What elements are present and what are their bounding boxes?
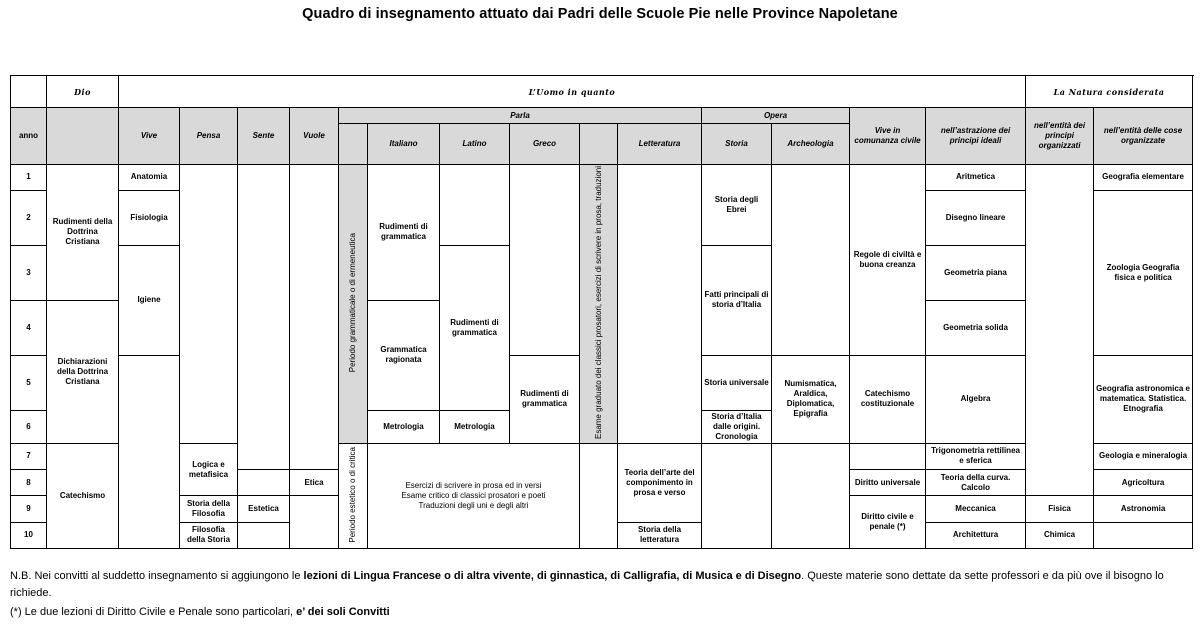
cell-letteratura-2: Storia della letteratura <box>618 522 702 548</box>
year-number: 8 <box>11 470 47 496</box>
cell-letteratura-1: Teoria dell’arte del componimento in prosa e verso <box>618 443 702 522</box>
cell-storia-1: Storia degli Ebrei <box>702 164 772 245</box>
cell-vuole-1: Etica <box>290 470 339 496</box>
cell-esami-empty <box>580 443 618 548</box>
cell-italiano-3: Metrologia <box>368 410 440 443</box>
year-number: 4 <box>11 300 47 355</box>
esercizi-line-1: Esercizi di scrivere in prosa ed in versi <box>405 480 542 490</box>
cell-letteratura-empty <box>618 164 702 443</box>
page-title: Quadro di insegnamento attuato dai Padri delle Scuole Pie nelle Province Napoletane <box>302 6 898 22</box>
header-letteratura: Letteratura <box>618 124 702 165</box>
year-number: 9 <box>11 496 47 522</box>
cell-storia-3: Storia universale <box>702 355 772 410</box>
year-number: 7 <box>11 443 47 469</box>
table-header-row <box>11 76 1193 108</box>
cell-cose-3: Geografia astronomica e matematica. Statistica. Etnografia <box>1094 355 1193 443</box>
cell-pensa-3: Filosofia della Storia <box>180 522 238 548</box>
year-number: 3 <box>11 246 47 301</box>
cell-civ-2: Catechismo costituzionale <box>850 355 926 443</box>
nb-note: N.B. Nei convitti al suddetto insegnamento si aggiungono le lezioni di Lingua Francese o di altra vivente, di ginnastica, di Calligrafia, di Musica e di Disegno. Queste materie sono dettate da sette professori e da più ove il bisogno lo richiede. <box>10 570 1164 600</box>
header-natura: La Natura considerata <box>1026 76 1193 108</box>
notes <box>10 568 1190 621</box>
cell-pensa-empty <box>180 164 238 443</box>
cell-civ-3: Diritto universale <box>850 470 926 496</box>
cell-dio-2: Dichiarazioni della Dottrina Cristiana <box>47 300 119 443</box>
esercizi-line-3: Traduzioni degli uni e degli altri <box>418 500 529 510</box>
cell-cose-1: Geografia elementare <box>1094 164 1193 190</box>
cell-esami-graduato: Esame graduato dei classici prosatori, esercizi di scrivere in prosa, traduzioni <box>580 164 618 443</box>
cell-dio-3: Catechismo <box>47 443 119 548</box>
header-blank <box>11 76 47 108</box>
cell-civ-4: Diritto civile e penale (*) <box>850 496 926 549</box>
header-italiano: Italiano <box>368 124 440 165</box>
cell-archeologia-empty-2 <box>772 443 850 548</box>
header-entita-principi: nell’entità dei principi organizzati <box>1026 108 1094 165</box>
cell-cose-5: Agricoltura <box>1094 470 1193 496</box>
cell-vive-2: Fisiologia <box>119 191 180 246</box>
cell-cose-empty <box>1094 522 1193 548</box>
year-number: 6 <box>11 410 47 443</box>
cell-dio-1: Rudimenti della Dottrina Cristiana <box>47 164 119 300</box>
cell-org-2: Chimica <box>1026 522 1094 548</box>
cell-astr-3: Geometria piana <box>926 246 1026 301</box>
cell-astr-2: Disegno lineare <box>926 191 1026 246</box>
cell-astr-6: Trigonometria rettilinea e sferica <box>926 443 1026 469</box>
cell-cose-2: Zoologia Geografia fisica e politica <box>1094 191 1193 356</box>
cell-astr-1: Aritmetica <box>926 164 1026 190</box>
cell-storia-2: Fatti principali di storia d’Italia <box>702 246 772 356</box>
table-row <box>11 443 1193 469</box>
cell-cose-4: Geologia e mineralogia <box>1094 443 1193 469</box>
header-uomo: L’Uomo in quanto <box>119 76 1026 108</box>
cell-periodo-estetico: Periodo estetico o di critica <box>339 443 368 548</box>
header-latino: Latino <box>440 124 510 165</box>
header-entita-cose: nell’entità delle cose organizzate <box>1094 108 1193 165</box>
cell-greco-1: Rudimenti di grammatica <box>510 355 580 443</box>
cell-cose-6: Astronomia <box>1094 496 1193 522</box>
header-sente: Sente <box>238 108 290 165</box>
cell-archeologia-1: Numismatica, Araldica, Diplomatica, Epigrafia <box>772 355 850 443</box>
cell-astr-5: Algebra <box>926 355 1026 443</box>
cell-pensa-1: Logica e metafisica <box>180 443 238 496</box>
header-pensa: Pensa <box>180 108 238 165</box>
cell-sente-1: Estetica <box>238 496 290 522</box>
header-esami-blank <box>580 124 618 165</box>
header-anno: anno <box>11 108 47 165</box>
cell-italiano-2: Grammatica ragionata <box>368 300 440 410</box>
cell-vive-3: Igiene <box>119 246 180 356</box>
header-opera: Opera <box>702 108 850 124</box>
cell-italiano-1: Rudimenti di grammatica <box>368 164 440 300</box>
header-greco: Greco <box>510 124 580 165</box>
cell-astr-8: Meccanica <box>926 496 1026 522</box>
header-vive-comunanza: Vive in comunanza civile <box>850 108 926 165</box>
header-dio-sub <box>47 108 119 165</box>
year-number: 5 <box>11 355 47 410</box>
cell-archeologia-empty <box>772 164 850 355</box>
header-vuole: Vuole <box>290 108 339 165</box>
header-parla: Parla <box>339 108 702 124</box>
cell-latino-empty <box>440 164 510 245</box>
cell-vuole-empty <box>290 164 339 469</box>
star-note: (*) Le due lezioni di Diritto Civile e Penale sono particolari, e’ dei soli Convitti <box>10 606 390 619</box>
table-row <box>11 164 1193 190</box>
cell-org-1: Fisica <box>1026 496 1094 522</box>
header-astrazione: nell’astrazione dei principi ideali <box>926 108 1026 165</box>
cell-civ-1: Regole di civiltà e buona creanza <box>850 164 926 355</box>
header-periodo-blank <box>339 124 368 165</box>
cell-pensa-2: Storia della Filosofia <box>180 496 238 522</box>
table-header-row <box>11 108 1193 124</box>
cell-vuole-empty-2 <box>290 496 339 549</box>
cell-civ-empty <box>850 443 926 469</box>
header-dio: Dio <box>47 76 119 108</box>
header-storia: Storia <box>702 124 772 165</box>
year-number: 2 <box>11 191 47 246</box>
cell-esercizi <box>368 443 580 548</box>
cell-periodo-grammaticale: Periodo grammaticale o di ermeneutica <box>339 164 368 443</box>
cell-greco-empty <box>510 164 580 355</box>
cell-sente-empty-3 <box>238 522 290 548</box>
cell-astr-7: Teoria della curva. Calcolo <box>926 470 1026 496</box>
cell-storia-empty <box>702 443 772 548</box>
cell-sente-empty-2 <box>238 470 290 496</box>
year-number: 1 <box>11 164 47 190</box>
cell-storia-4: Storia d’Italia dalle origini. Cronologia <box>702 410 772 443</box>
header-vive: Vive <box>119 108 180 165</box>
cell-sente-empty <box>238 164 290 469</box>
cell-astr-9: Architettura <box>926 522 1026 548</box>
cell-vive-1: Anatomia <box>119 164 180 190</box>
cell-astr-4: Geometria solida <box>926 300 1026 355</box>
cell-vive-empty <box>119 355 180 548</box>
esercizi-line-2: Esame critico di classici prosatori e poeti <box>401 490 546 500</box>
year-number: 10 <box>11 522 47 548</box>
cell-org-empty <box>1026 164 1094 496</box>
cell-latino-2: Metrologia <box>440 410 510 443</box>
header-archeologia: Archeologia <box>772 124 850 165</box>
curriculum-table <box>10 75 1193 549</box>
cell-latino-1: Rudimenti di grammatica <box>440 246 510 411</box>
